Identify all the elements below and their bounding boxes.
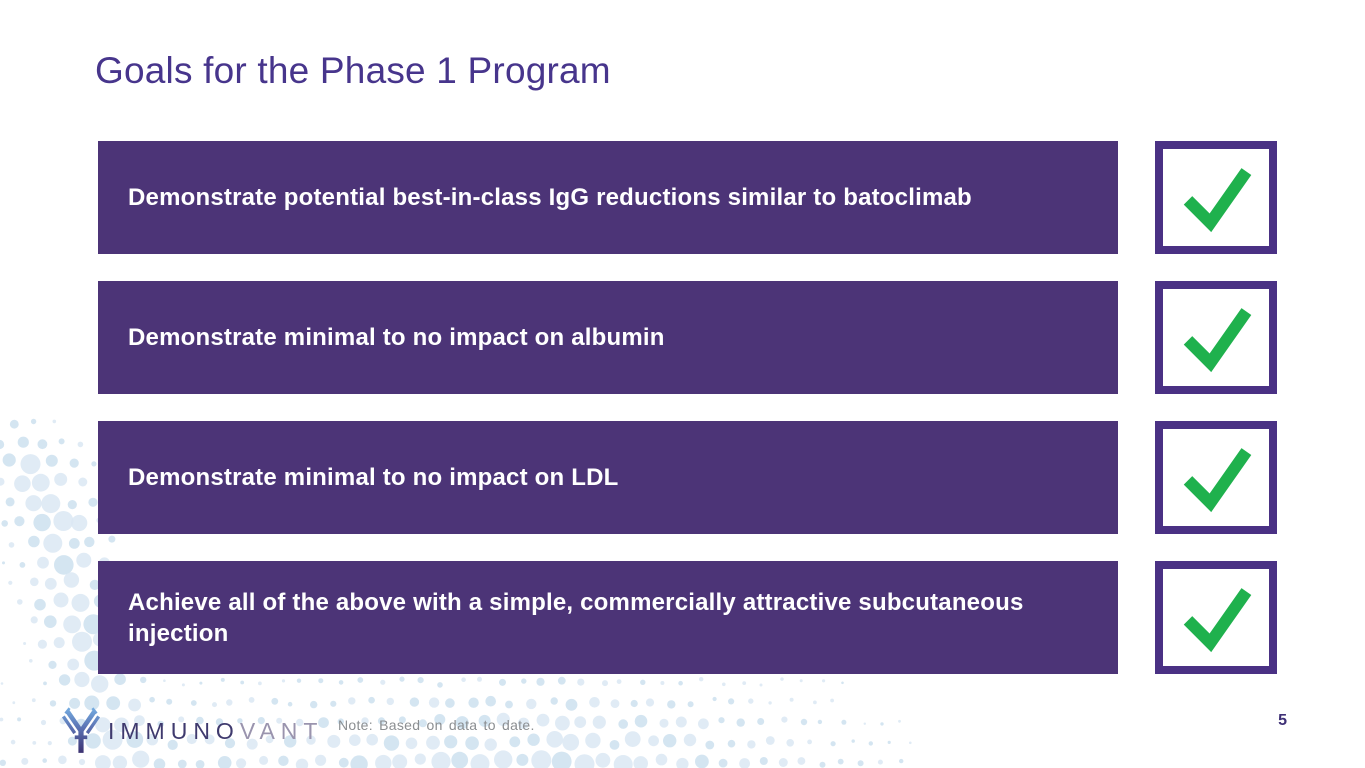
logo-wordmark-primary: IMMUNO: [108, 718, 240, 744]
goal-row: [0, 561, 1365, 674]
logo-wordmark: [108, 718, 323, 745]
goal-checkbox: [1155, 281, 1277, 394]
checkmark-icon: [1174, 302, 1258, 374]
slide-title: Goals for the Phase 1 Program: [95, 50, 611, 91]
immunovant-logo: [60, 704, 324, 760]
goal-text: Achieve all of the above with a simple, commercially attractive subcutaneous injection: [128, 588, 1024, 647]
logo-wordmark-secondary: VANT: [239, 718, 324, 744]
goal-text: Demonstrate minimal to no impact on albumin: [128, 324, 665, 351]
goal-bar: [98, 561, 1118, 674]
goal-row: [0, 281, 1365, 394]
checkmark-icon: [1174, 582, 1258, 654]
checkmark-icon: [1174, 162, 1258, 234]
footnote: Note: Based on data to date.: [338, 717, 535, 733]
goal-bar: [98, 281, 1118, 394]
goal-bar: [98, 421, 1118, 534]
goal-checkbox: [1155, 141, 1277, 254]
checkmark-icon: [1174, 442, 1258, 514]
goal-text: Demonstrate minimal to no impact on LDL: [128, 464, 619, 491]
goal-checkbox: [1155, 561, 1277, 674]
goal-checkbox: [1155, 421, 1277, 534]
antibody-logo-icon: [60, 704, 102, 756]
goal-text: Demonstrate potential best-in-class IgG reductions similar to batoclimab: [128, 184, 972, 211]
goal-row: [0, 421, 1365, 534]
goal-bar: [98, 141, 1118, 254]
page-number: 5: [1278, 712, 1287, 729]
goal-row: [0, 141, 1365, 254]
